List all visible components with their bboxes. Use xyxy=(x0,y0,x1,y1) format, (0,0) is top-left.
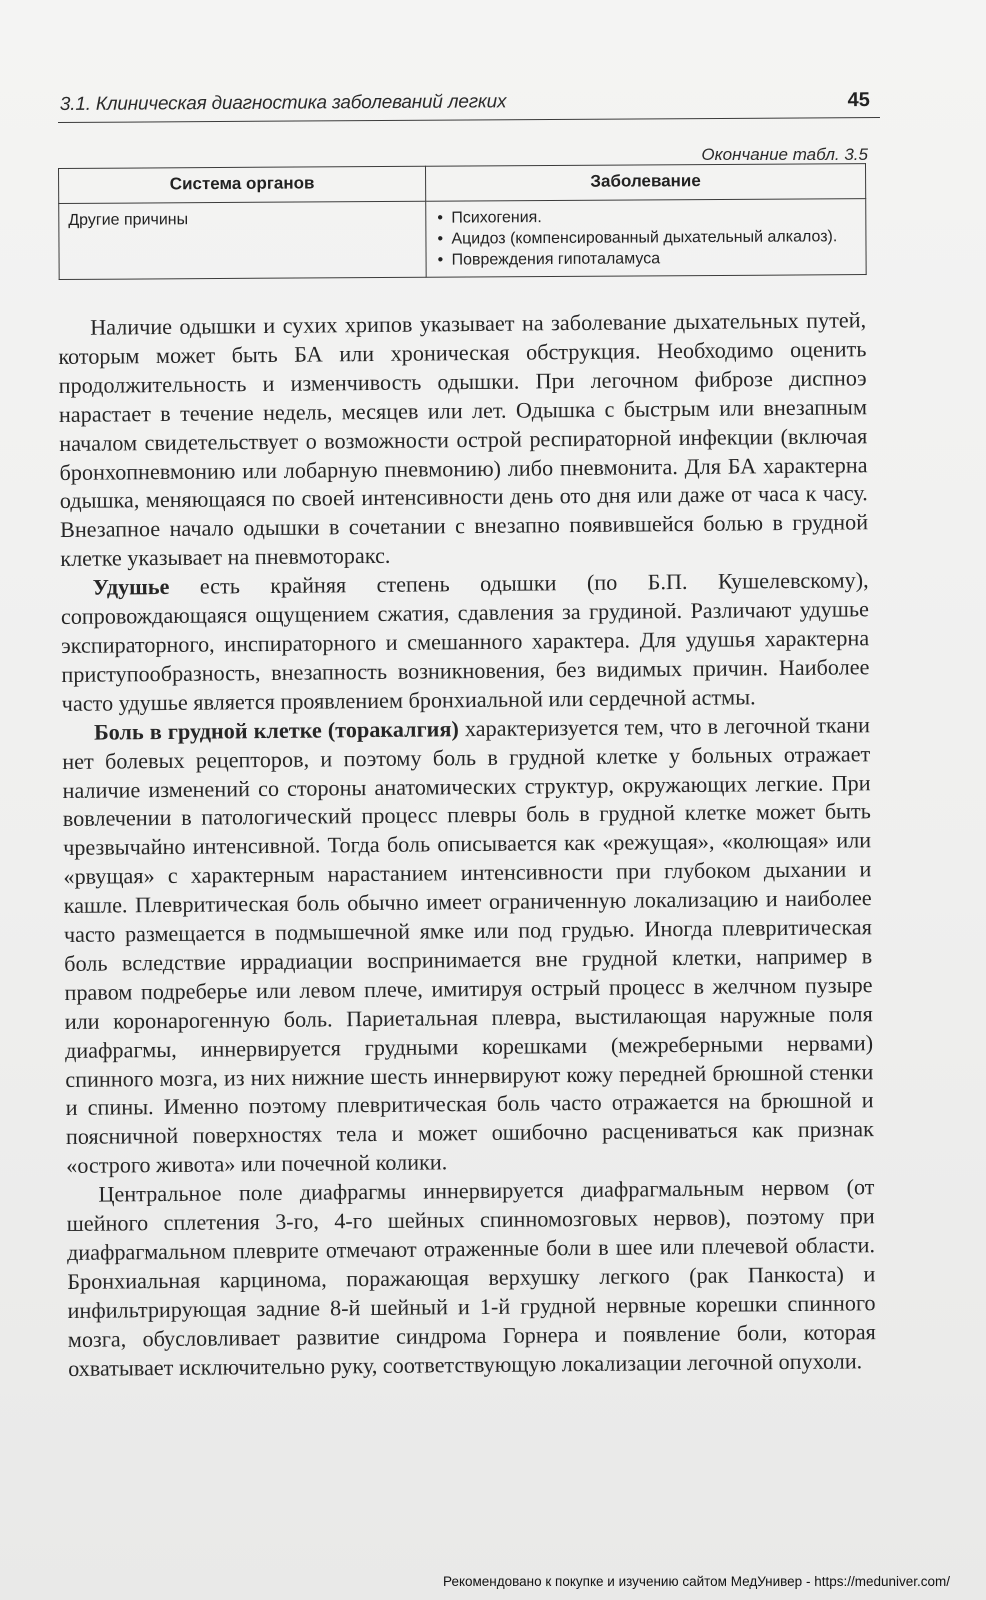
table-header-row xyxy=(59,164,866,204)
column-header-system: Система органов xyxy=(59,166,426,203)
paragraph-diaphragm xyxy=(66,1173,876,1383)
disease-item: • Повреждения гипоталамуса xyxy=(436,247,857,271)
disease-list xyxy=(435,205,856,271)
paragraph-text: Наличие одышки и сухих хрипов указывает на заболевание дыхательных путей, которым может быть БА или хроническая обструкция. Необходимо оценить продолжительность и изменчивость одышки. При легочном фиброзе диспноэ нарастает в течение недель, месяцев или лет. Одышка с быстрым или внезапным началом свидетельствует о возможности острой респираторной инфекции (включая бронхопневмонию или лобарную пневмонию) либо пневмонита. Для БА характерна одышка, меняющаяся по своей интенсивности день ото дня или даже от часа к часу. Внезапное начало одышки в сочетании с внезапно появившейся болью в грудной клетке указывает на пневмоторакс. xyxy=(58,307,869,572)
term-chest-pain: Боль в грудной клетке (торакалгия) xyxy=(93,715,459,745)
running-head: 3.1. Клиническая диагностика заболеваний легких xyxy=(59,91,507,115)
cell-diseases xyxy=(426,199,866,278)
paragraph-chest-pain xyxy=(62,711,874,1181)
page-number: 45 xyxy=(847,89,870,112)
table-container xyxy=(58,163,867,280)
body-text xyxy=(58,306,876,1383)
disease-item: • Ацидоз (компенсированный дыхательный алкалоз). xyxy=(435,226,856,250)
cell-system: Другие причины xyxy=(59,201,426,279)
paragraph-suffocation xyxy=(60,566,869,718)
column-header-disease: Заболевание xyxy=(425,164,865,202)
paragraph-dyspnea xyxy=(58,306,868,574)
table-row xyxy=(59,199,866,280)
organ-systems-table xyxy=(58,163,867,280)
paragraph-text: Центральное поле диафрагмы иннервируется диафрагмальным нервом (от шейного сплетения 3-го, 4-го шейных спинномозговых нервов), поэтому при диафрагмальном плеврите отмечают отраженные боли в шее или плечевой области. Бронхиальная карцинома, поражающая верхушку легкого (рак Панкоста) и инфильтрирующая задние 8-й шейный и 1-й грудной нервные корешки спинного мозга, обусловливает развитие синдрома Горнера и появление боли, которая охватывает исключительно руку, соответствующую локализации легочной опухоли. xyxy=(66,1174,876,1381)
page-header xyxy=(58,87,880,123)
table-caption: Окончание табл. 3.5 xyxy=(701,145,868,164)
term-suffocation: Удушье xyxy=(92,574,170,600)
footer-recommendation: Рекомендовано к покупке и изучению сайтом МедУнивер - https://meduniver.com/ xyxy=(443,1574,950,1589)
disease-item: • Психогения. xyxy=(435,205,856,229)
paragraph-text: характеризуется тем, что в легочной ткани нет болевых рецепторов, и поэтому боль в грудной клетке у больных отражает наличие изменений со стороны анатомических структур, окружающих легкие. При вовлечении в патологический процесс плевры боль в грудной клетке может быть чрезвычайно интенсивной. Тогда боль описывается как «режущая», «колющая» или «рвущая» с характерным нарастанием интенсивности при глубоком дыхании и кашле. Плевритическая боль обычно имеет ограниченную локализацию и наиболее часто размещается в подмышечной ямке или под грудью. Иногда плевритическая боль вследствие иррадиации воспринимается вне грудной клетки, например в правом подреберье или левом плече, имитируя острый процесс в желчном пузыре или коронарогенную боль. Париетальная плевра, выстилающая наружные поля диафрагмы, иннервируется грудными корешками (межреберными нервами) спинного мозга, из них нижние шесть иннервируют кожу передней брюшной стенки и спины. Именно поэтому плевритическая боль часто отражается на брюшной и поясничной поверхностях тела и может ошибочно расцениваться как признак «острого живота» или почечной колики. xyxy=(62,711,874,1179)
paragraph-text: есть крайняя степень одышки (по Б.П. Кушелевскому), сопровождающаяся ощущением сжатия, сдавления за грудиной. Различают удушье экспираторного, инспираторного и смешанного характера. Для удушья характерна приступообразность, внезапность возникновения, без видимых причин. Наиболее часто удушье является проявлением бронхиальной или сердечной астмы. xyxy=(60,567,870,716)
